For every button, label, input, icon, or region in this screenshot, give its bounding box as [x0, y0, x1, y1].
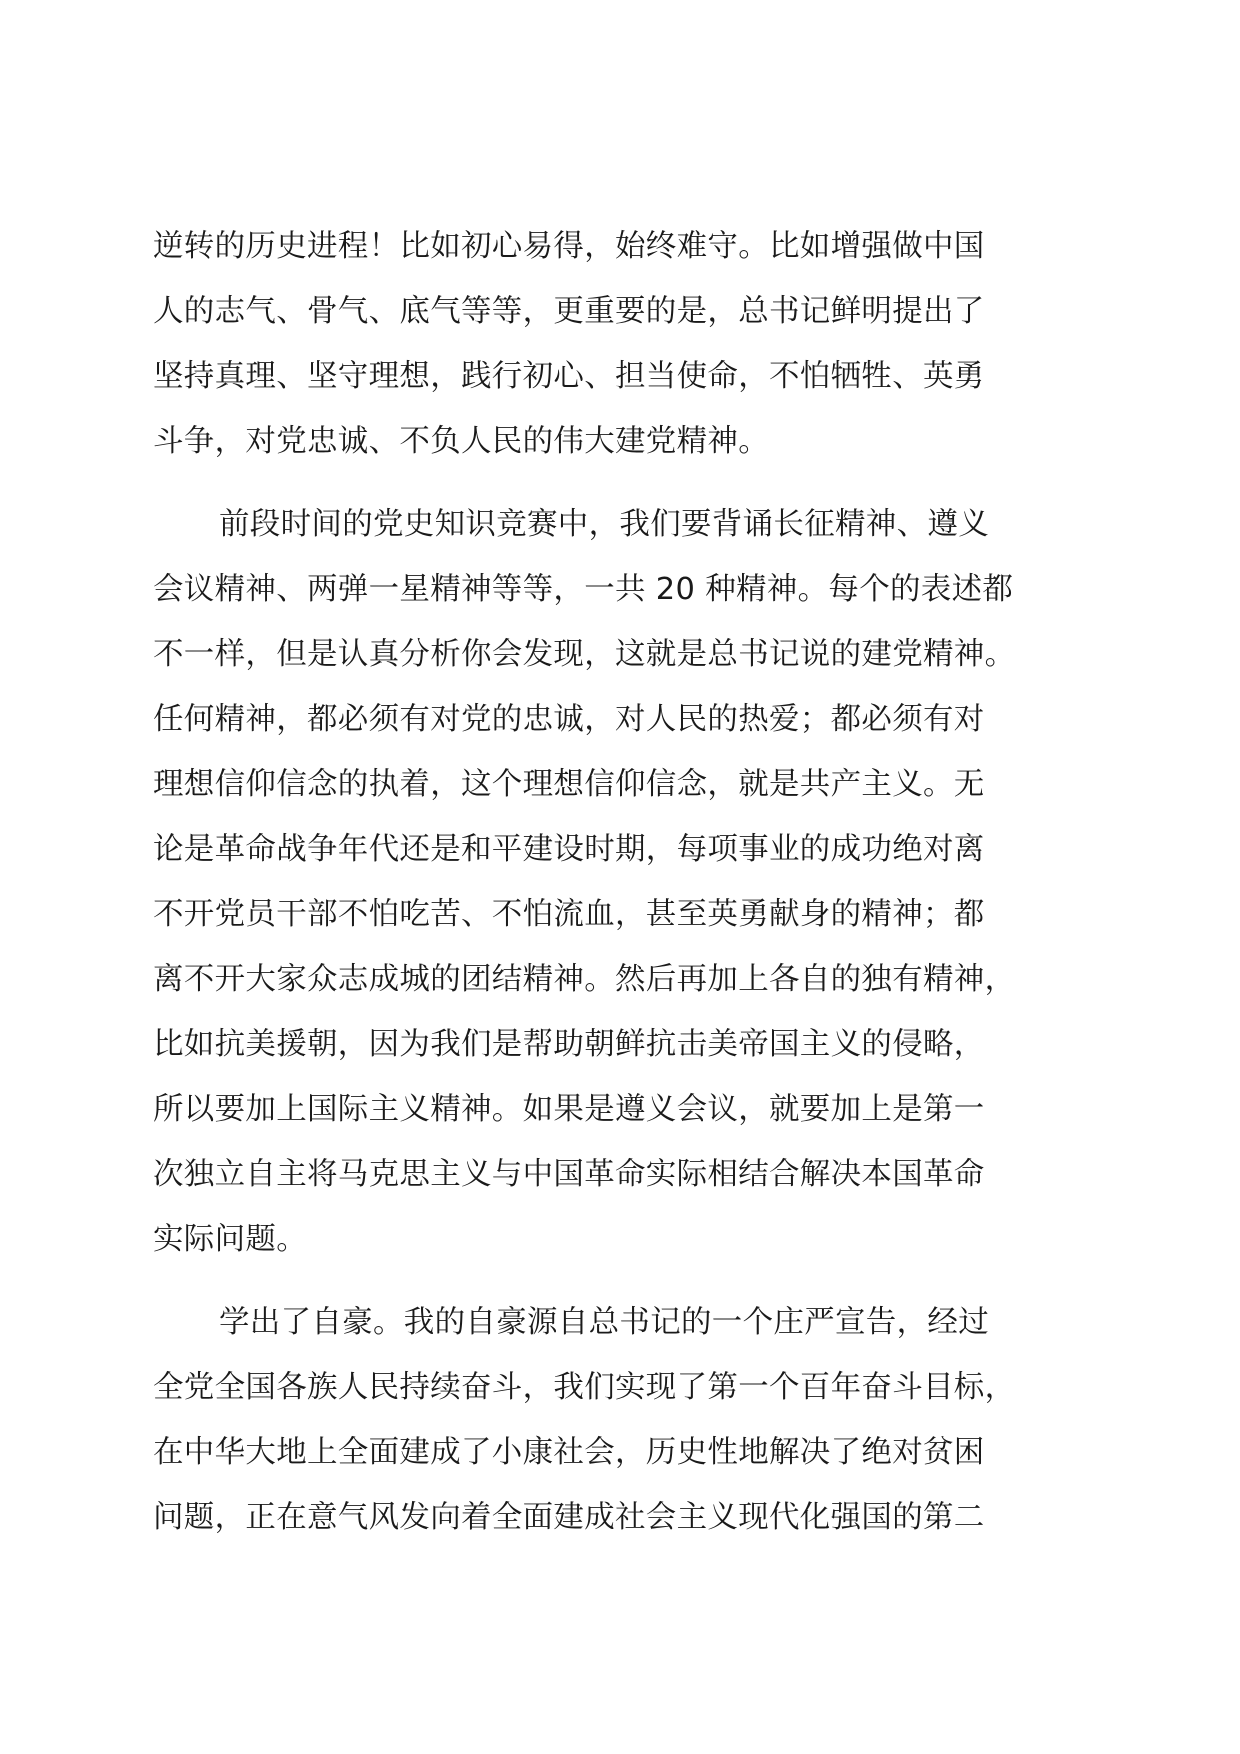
body-text [153, 214, 1113, 1550]
text-line: 坚持真理、坚守理想，践行初心、担当使命，不怕牺牲、英勇 [153, 359, 985, 394]
text-line: 理想信仰信念的执着，这个理想信仰信念，就是共产主义。无 [153, 767, 985, 802]
text-line: 离不开大家众志成城的团结精神。然后再加上各自的独有精神， [153, 962, 1016, 997]
text-line: 不开党员干部不怕吃苦、不怕流血，甚至英勇献身的精神；都 [153, 897, 985, 932]
paragraph-party-history-quiz [153, 492, 1113, 1272]
text-line: 不一样，但是认真分析你会发现，这就是总书记说的建党精神。 [153, 637, 1016, 672]
text-line: 斗争，对党忠诚、不负人民的伟大建党精神。 [153, 424, 769, 459]
text-line: 人的志气、骨气、底气等等，更重要的是，总书记鲜明提出了 [153, 294, 985, 329]
text-line: 比如抗美援朝，因为我们是帮助朝鲜抗击美帝国主义的侵略， [153, 1027, 985, 1062]
paragraph-continuation [153, 214, 1113, 474]
text-line: 全党全国各族人民持续奋斗，我们实现了第一个百年奋斗目标， [153, 1370, 1016, 1405]
text-line: 任何精神，都必须有对党的忠诚，对人民的热爱；都必须有对 [153, 702, 985, 737]
text-line: 学出了自豪。我的自豪源自总书记的一个庄严宣告，经过 [219, 1305, 989, 1340]
text-line: 会议精神、两弹一星精神等等，一共 20 种精神。每个的表述都 [153, 572, 1014, 607]
text-line: 在中华大地上全面建成了小康社会，历史性地解决了绝对贫困 [153, 1435, 985, 1470]
text-line: 实际问题。 [153, 1222, 307, 1257]
text-line: 问题，正在意气风发向着全面建成社会主义现代化强国的第二 [153, 1500, 985, 1535]
text-line: 前段时间的党史知识竞赛中，我们要背诵长征精神、遵义 [219, 507, 989, 542]
paragraph-pride [153, 1290, 1113, 1550]
text-line: 论是革命战争年代还是和平建设时期，每项事业的成功绝对离 [153, 832, 985, 867]
text-line: 逆转的历史进程！比如初心易得，始终难守。比如增强做中国 [153, 229, 985, 264]
text-line: 次独立自主将马克思主义与中国革命实际相结合解决本国革命 [153, 1157, 985, 1192]
text-line: 所以要加上国际主义精神。如果是遵义会议，就要加上是第一 [153, 1092, 985, 1127]
